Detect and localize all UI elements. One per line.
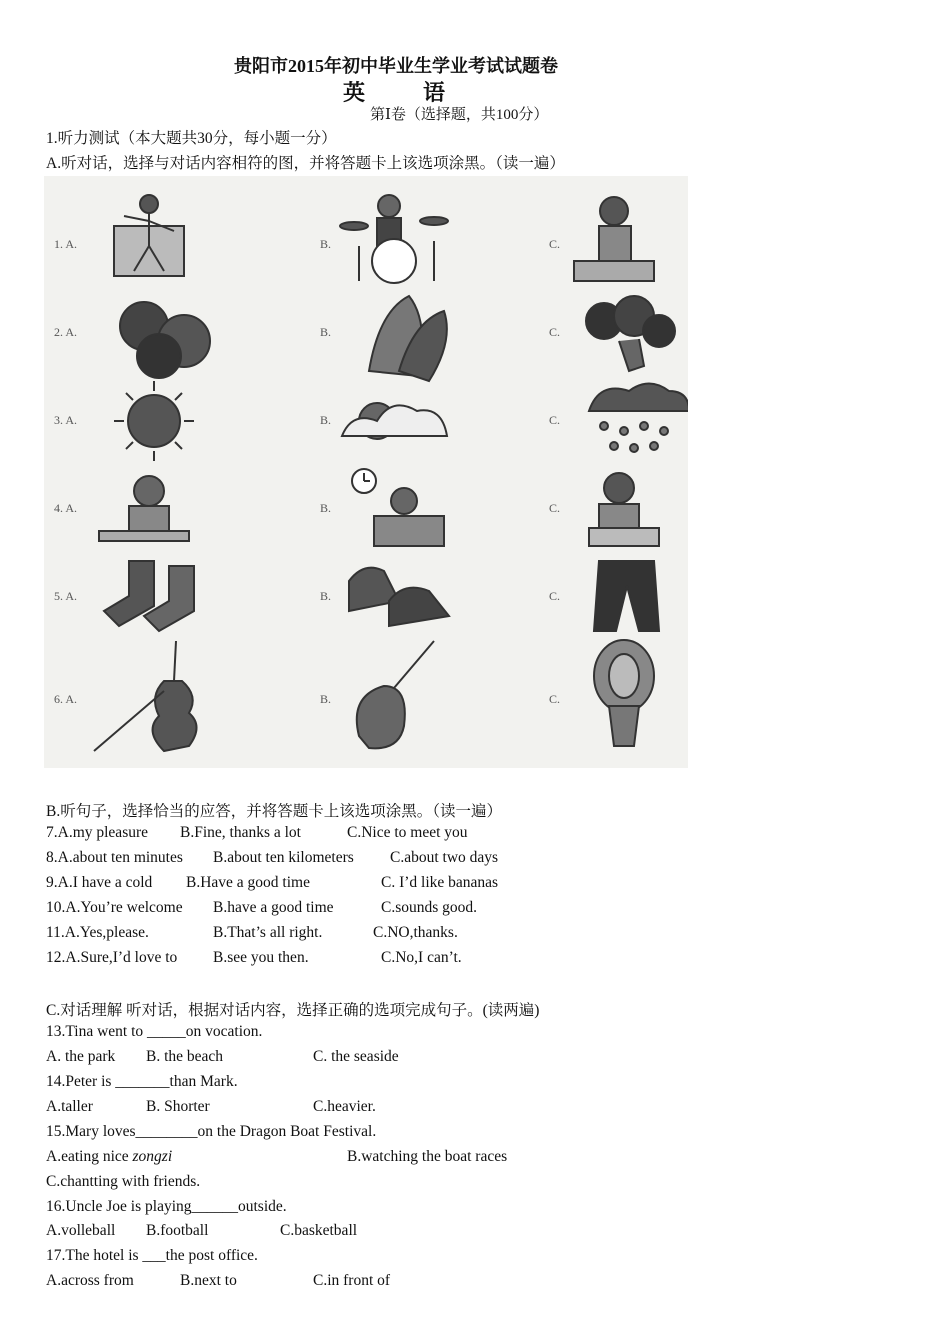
q16-option-b: B.football [146, 1222, 209, 1239]
q9-option-b: B.Have a good time [186, 874, 310, 891]
q8-option-b: B.about ten kilometers [213, 849, 354, 866]
boy-reading-icon [589, 473, 659, 546]
q11-option-b: B.That’s all right. [213, 924, 323, 941]
q16-option-c: C.basketball [280, 1222, 358, 1239]
sneakers-icon [349, 568, 449, 626]
q7-option-b: B.Fine, thanks a lot [180, 824, 301, 841]
q13-stem: 13.Tina went to _____on vocation. [46, 1023, 263, 1040]
cabbage-icon [369, 296, 447, 381]
q14-option-b: B. Shorter [146, 1098, 210, 1115]
option-label: C. [549, 237, 561, 251]
q15-option-c: C.chantting with friends. [46, 1173, 201, 1190]
q12-option-c: C.No,I can’t. [381, 949, 462, 966]
q11-option-a: 11.A.Yes,please. [46, 924, 149, 941]
option-label: C. [549, 413, 561, 427]
listening-picture-grid [44, 176, 688, 768]
q17-stem: 17.The hotel is ___the post office. [46, 1247, 258, 1264]
boy-eating-icon [99, 476, 189, 541]
broccoli-icon [586, 296, 675, 371]
q7-option-c: C.Nice to meet you [347, 824, 468, 841]
q9-option-a: 9.A.I have a cold [46, 874, 153, 891]
row-label: 6. A. [54, 692, 78, 706]
row-label: 2. A. [54, 325, 78, 339]
q15-option-a-text: A.eating nice [46, 1148, 133, 1165]
q15-stem: 15.Mary loves________on the Dragon Boat Festival. [46, 1123, 377, 1140]
part-title: 第Ⅰ卷（选择题，共100分） [370, 107, 549, 123]
row-label: 3. A. [54, 413, 78, 427]
drummer-icon [340, 195, 448, 283]
option-label: B. [320, 692, 332, 706]
subject-title: 英 语 [342, 80, 463, 105]
row-label: 1. A. [54, 237, 78, 251]
boy-sleeping-clock-icon [352, 469, 444, 546]
q12-option-a: 12.A.Sure,I’d love to [46, 949, 178, 966]
tuba-icon [594, 640, 654, 746]
q10-option-b: B.have a good time [213, 899, 334, 916]
boy-cooking-icon [574, 197, 654, 281]
option-label: C. [549, 692, 561, 706]
q17-option-a: A.across from [46, 1272, 134, 1289]
q13-option-b: B. the beach [146, 1048, 224, 1065]
part-a-instruction: A.听对话，选择与对话内容相符的图，并将答题卡上该选项涂黑。（读一遍） [46, 155, 565, 172]
sun-icon [114, 381, 194, 461]
q8-option-a: 8.A.about ten minutes [46, 849, 183, 866]
q10-option-a: 10.A.You’re welcome [46, 899, 183, 916]
option-label: B. [320, 501, 332, 515]
table-tennis-player-icon [114, 195, 184, 276]
q10-option-c: C.sounds good. [381, 899, 478, 916]
section-heading: 1.听力测试（本大题共30分，每小题一分） [46, 130, 337, 147]
q14-stem: 14.Peter is _______than Mark. [46, 1073, 238, 1090]
q7-option-a: 7.A.my pleasure [46, 824, 149, 841]
pants-icon [594, 561, 659, 631]
q13-option-a: A. the park [46, 1048, 116, 1065]
picture-grid-svg [44, 176, 688, 768]
violin-icon [94, 641, 197, 751]
option-label: B. [320, 237, 332, 251]
row-label: 5. A. [54, 589, 78, 603]
socks-icon [104, 561, 194, 631]
q12-option-b: B.see you then. [213, 949, 309, 966]
q15-option-b: B.watching the boat races [347, 1148, 508, 1165]
q17-option-c: C.in front of [313, 1272, 391, 1289]
rain-cloud-icon [589, 384, 688, 453]
q16-stem: 16.Uncle Joe is playing______outside. [46, 1198, 287, 1215]
option-label: B. [320, 589, 332, 603]
part-c-instruction: C.对话理解 听对话，根据对话内容，选择正确的选项完成句子。(读两遍) [46, 1002, 540, 1019]
q13-option-c: C. the seaside [313, 1048, 399, 1065]
option-label: B. [320, 413, 332, 427]
option-label: C. [549, 501, 561, 515]
q16-option-a: A.volleball [46, 1222, 116, 1239]
option-label: C. [549, 325, 561, 339]
option-label: C. [549, 589, 561, 603]
q11-option-c: C.NO,thanks. [373, 924, 458, 941]
sun-cloud-icon [342, 403, 447, 439]
pipa-icon [357, 641, 434, 748]
q14-option-c: C.heavier. [313, 1098, 376, 1115]
q8-option-c: C.about two days [390, 849, 499, 866]
q15-option-a-italic: zongzi [132, 1148, 173, 1165]
exam-title: 贵阳市2015年初中毕业生学业考试试题卷 [234, 56, 558, 76]
tomatoes-icon [120, 302, 210, 378]
q9-option-c: C. I’d like bananas [381, 874, 499, 891]
q15-option-a [46, 1148, 172, 1166]
q14-option-a: A.taller [46, 1098, 93, 1115]
row-label: 4. A. [54, 501, 78, 515]
part-b-instruction: B.听句子，选择恰当的应答，并将答题卡上该选项涂黑。（读一遍） [46, 803, 502, 820]
option-label: B. [320, 325, 332, 339]
q17-option-b: B.next to [180, 1272, 237, 1289]
